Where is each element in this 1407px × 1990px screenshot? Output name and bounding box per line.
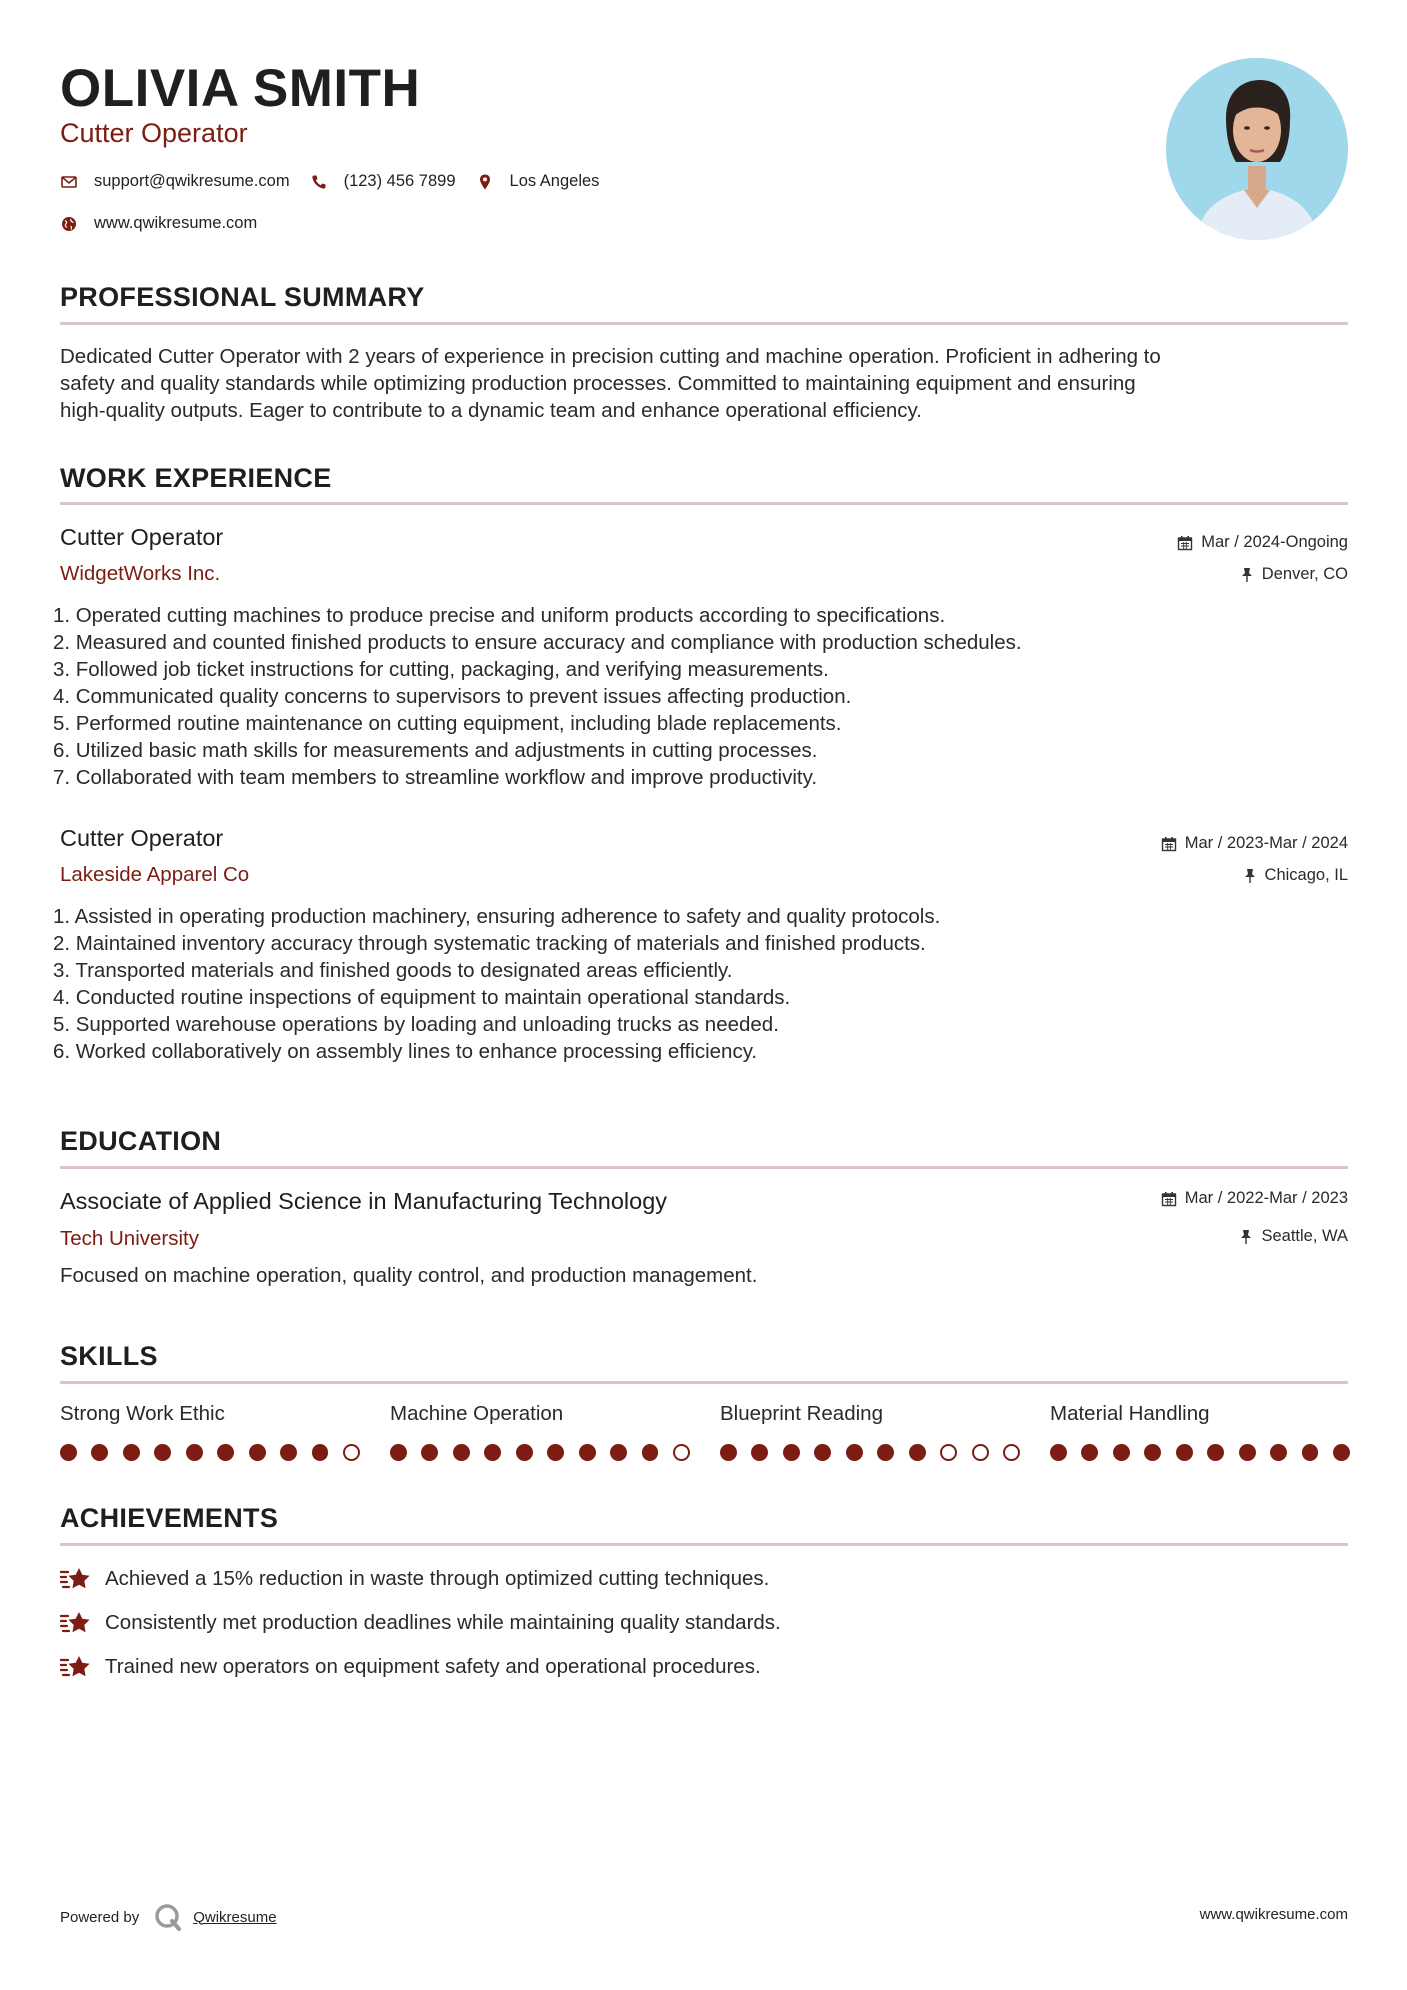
globe-icon (60, 215, 78, 233)
skill-rating (720, 1444, 1020, 1461)
phone-text: (123) 456 7899 (343, 172, 456, 190)
dates-text: Mar / 2024-Ongoing (1201, 533, 1348, 551)
skill-rating (60, 1444, 360, 1461)
rating-dot-filled (547, 1444, 564, 1461)
achievements-heading: ACHIEVEMENTS (60, 1503, 279, 1533)
rating-dot-filled (453, 1444, 470, 1461)
location-text: Seattle, WA (1261, 1227, 1348, 1245)
job-company: Lakeside Apparel Co (60, 863, 250, 886)
skill-name: Strong Work Ethic (60, 1402, 225, 1425)
rating-dot-filled (610, 1444, 627, 1461)
pushpin-icon (1240, 567, 1254, 583)
summary-line: Dedicated Cutter Operator with 2 years of experience in precision cutting and machine operation. Proficient in adhering to (60, 345, 1161, 368)
star-icon (60, 1610, 91, 1636)
contact-email[interactable] (60, 172, 290, 191)
rating-dot-filled (846, 1444, 863, 1461)
calendar-icon (1161, 836, 1177, 852)
qwikresume-link[interactable]: Qwikresume (193, 1908, 277, 1926)
list-item: 5. Supported warehouse operations by loading and unloading trucks as needed. (53, 1013, 779, 1036)
job-dates (1177, 533, 1348, 552)
skill-item (1050, 1402, 1350, 1461)
pushpin-icon (1239, 1229, 1253, 1245)
footer-url[interactable]: www.qwikresume.com (1199, 1906, 1348, 1923)
phone-icon (310, 173, 328, 191)
rating-dot-filled (123, 1444, 140, 1461)
rating-dot-filled (1113, 1444, 1130, 1461)
rating-dot-filled (186, 1444, 203, 1461)
rating-dot-filled (1176, 1444, 1193, 1461)
list-item: 3. Followed job ticket instructions for cutting, packaging, and verifying measurements. (53, 658, 829, 681)
achievements-divider (60, 1543, 1348, 1546)
rating-dot-filled (1239, 1444, 1256, 1461)
contact-row (60, 172, 619, 191)
rating-dot-filled (1207, 1444, 1224, 1461)
rating-dot-filled (91, 1444, 108, 1461)
location-text: Los Angeles (509, 172, 600, 190)
rating-dot-empty (343, 1444, 360, 1461)
rating-dot-empty (673, 1444, 690, 1461)
job-role: Cutter Operator (60, 825, 224, 851)
rating-dot-filled (217, 1444, 234, 1461)
contact-row-2 (60, 214, 277, 233)
skill-rating (390, 1444, 690, 1461)
rating-dot-filled (1302, 1444, 1319, 1461)
job-location (1240, 565, 1348, 584)
qwikresume-logo-icon (153, 1902, 183, 1932)
achievement-item (60, 1610, 781, 1636)
list-item: 6. Utilized basic math skills for measurements and adjustments in cutting processes. (53, 739, 818, 762)
education-divider (60, 1166, 1348, 1169)
experience-heading: WORK EXPERIENCE (60, 463, 332, 493)
location-text: Chicago, IL (1264, 866, 1348, 884)
summary-heading: PROFESSIONAL SUMMARY (60, 282, 425, 312)
achievement-text: Consistently met production deadlines while maintaining quality standards. (105, 1611, 781, 1634)
rating-dot-empty (1003, 1444, 1020, 1461)
portrait-image (1166, 58, 1348, 240)
list-item: 4. Conducted routine inspections of equipment to maintain operational standards. (53, 986, 791, 1009)
rating-dot-filled (1144, 1444, 1161, 1461)
achievement-text: Trained new operators on equipment safety and operational procedures. (105, 1655, 761, 1678)
skills-heading: SKILLS (60, 1341, 158, 1371)
rating-dot-filled (877, 1444, 894, 1461)
list-item: 2. Maintained inventory accuracy through systematic tracking of materials and finished products. (53, 932, 926, 955)
list-item: 7. Collaborated with team members to streamline workflow and improve productivity. (53, 766, 818, 789)
skill-item (390, 1402, 690, 1461)
star-icon (60, 1654, 91, 1680)
rating-dot-filled (1270, 1444, 1287, 1461)
contact-phone[interactable] (310, 172, 456, 191)
experience-divider (60, 502, 1348, 505)
footer-powered-by (60, 1902, 277, 1932)
powered-by-label: Powered by (60, 1908, 140, 1926)
candidate-name: OLIVIA SMITH (60, 59, 421, 118)
job-location (1243, 866, 1348, 885)
dates-text: Mar / 2023-Mar / 2024 (1184, 834, 1348, 852)
candidate-title: Cutter Operator (60, 118, 248, 148)
summary-divider (60, 322, 1348, 325)
rating-dot-filled (783, 1444, 800, 1461)
list-item: 1. Assisted in operating production machinery, ensuring adherence to safety and quality protocols. (53, 905, 941, 928)
rating-dot-empty (940, 1444, 957, 1461)
skill-item (60, 1402, 360, 1461)
achievement-text: Achieved a 15% reduction in waste through optimized cutting techniques. (105, 1567, 770, 1590)
skills-divider (60, 1381, 1348, 1384)
dates-text: Mar / 2022-Mar / 2023 (1184, 1189, 1348, 1207)
rating-dot-filled (312, 1444, 329, 1461)
rating-dot-filled (249, 1444, 266, 1461)
website-text: www.qwikresume.com (94, 214, 258, 232)
rating-dot-filled (390, 1444, 407, 1461)
profile-photo (1166, 58, 1348, 240)
list-item: 6. Worked collaboratively on assembly lines to enhance processing efficiency. (53, 1040, 758, 1063)
resume-page (53, 0, 1348, 1990)
list-item: 5. Performed routine maintenance on cutting equipment, including blade replacements. (53, 712, 842, 735)
skill-rating (1050, 1444, 1350, 1461)
rating-dot-filled (579, 1444, 596, 1461)
rating-dot-filled (280, 1444, 297, 1461)
degree-title: Associate of Applied Science in Manufacturing Technology (60, 1188, 668, 1214)
education-description: Focused on machine operation, quality control, and production management. (60, 1264, 758, 1287)
list-item: 1. Operated cutting machines to produce precise and uniform products according to specifications. (53, 604, 946, 627)
contact-location (476, 172, 600, 191)
pushpin-icon (1243, 868, 1257, 884)
rating-dot-filled (1081, 1444, 1098, 1461)
rating-dot-filled (720, 1444, 737, 1461)
skill-name: Material Handling (1050, 1402, 1210, 1425)
skill-name: Blueprint Reading (720, 1402, 883, 1425)
achievement-item (60, 1566, 769, 1592)
location-text: Denver, CO (1261, 565, 1348, 583)
rating-dot-filled (751, 1444, 768, 1461)
summary-text (60, 343, 1348, 424)
rating-dot-filled (1333, 1444, 1350, 1461)
education-dates (1161, 1189, 1348, 1208)
list-item: 2. Measured and counted finished products to ensure accuracy and compliance with production schedules. (53, 631, 1022, 654)
contact-website[interactable] (60, 214, 257, 233)
envelope-icon (60, 173, 78, 191)
email-text: support@qwikresume.com (94, 172, 290, 190)
summary-line: high-quality outputs. Eager to contribute to a dynamic team and enhance operational efficiency. (60, 399, 922, 422)
star-icon (60, 1566, 91, 1592)
job-bullets (53, 903, 941, 1065)
rating-dot-filled (642, 1444, 659, 1461)
achievement-item (60, 1654, 761, 1680)
skill-name: Machine Operation (390, 1402, 564, 1425)
job-company: WidgetWorks Inc. (60, 562, 221, 585)
job-dates (1161, 834, 1348, 853)
rating-dot-filled (516, 1444, 533, 1461)
rating-dot-filled (421, 1444, 438, 1461)
calendar-icon (1177, 535, 1193, 551)
job-bullets (53, 602, 1022, 791)
rating-dot-filled (484, 1444, 501, 1461)
list-item: 4. Communicated quality concerns to supervisors to prevent issues affecting production. (53, 685, 852, 708)
rating-dot-empty (972, 1444, 989, 1461)
rating-dot-filled (814, 1444, 831, 1461)
rating-dot-filled (154, 1444, 171, 1461)
education-heading: EDUCATION (60, 1126, 222, 1156)
list-item: 3. Transported materials and finished goods to designated areas efficiently. (53, 959, 733, 982)
rating-dot-filled (60, 1444, 77, 1461)
calendar-icon (1161, 1191, 1177, 1207)
job-role: Cutter Operator (60, 524, 224, 550)
skill-item (720, 1402, 1020, 1461)
map-pin-icon (476, 173, 494, 191)
rating-dot-filled (909, 1444, 926, 1461)
education-location (1239, 1227, 1348, 1246)
summary-line: safety and quality standards while optimizing production processes. Committed to maintaining equipment and ensuring (60, 372, 1136, 395)
rating-dot-filled (1050, 1444, 1067, 1461)
school-name: Tech University (60, 1227, 199, 1250)
